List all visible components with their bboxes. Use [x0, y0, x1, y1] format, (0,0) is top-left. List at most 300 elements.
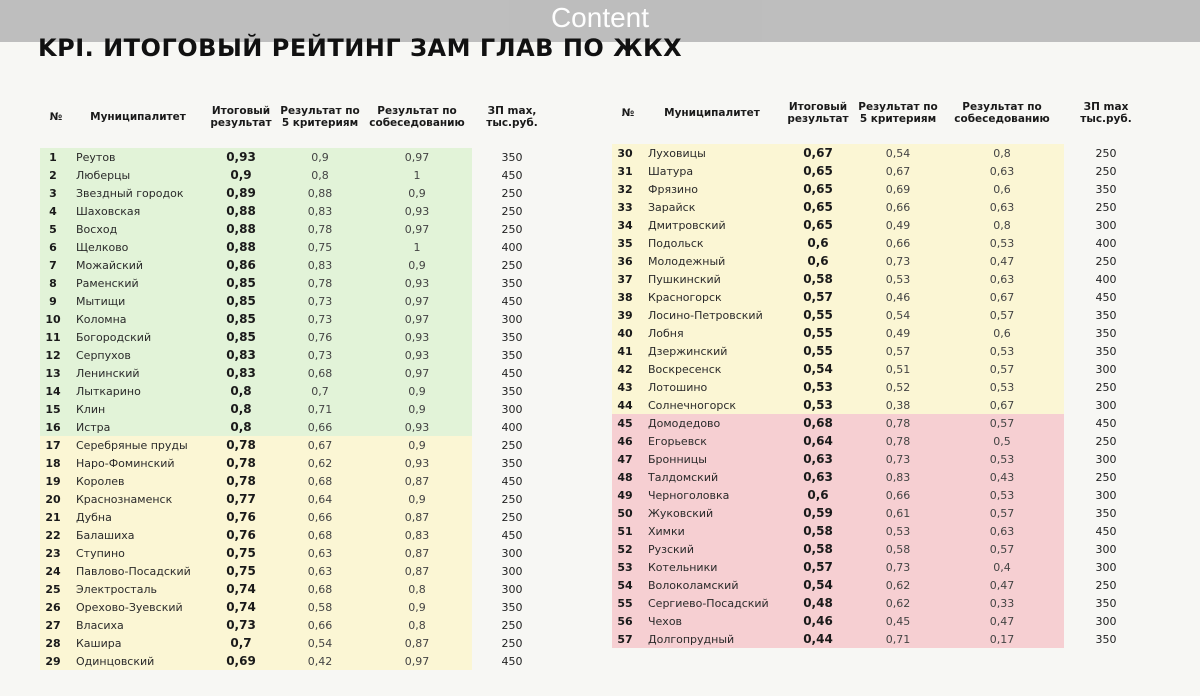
- interview-score: 0,97: [362, 220, 472, 238]
- total-score: 0,64: [780, 432, 856, 450]
- municipality-name: Воскресенск: [644, 360, 780, 378]
- table-row: [40, 562, 552, 580]
- table-row: [40, 544, 552, 562]
- interview-score: 0,4: [940, 558, 1064, 576]
- table-row: [40, 616, 552, 634]
- rank-number: 53: [612, 558, 644, 576]
- total-score: 0,7: [204, 634, 278, 652]
- criteria5-score: 0,83: [856, 468, 940, 486]
- table-row: [40, 274, 552, 292]
- municipality-name: Звездный городок: [72, 184, 204, 202]
- criteria5-score: 0,54: [856, 144, 940, 162]
- salary-max: 450: [472, 472, 552, 490]
- criteria5-score: 0,66: [856, 486, 940, 504]
- rank-number: 10: [40, 310, 72, 328]
- table-row: [612, 360, 1148, 378]
- interview-score: 0,97: [362, 652, 472, 670]
- total-score: 0,78: [204, 454, 278, 472]
- salary-max: 450: [472, 166, 552, 184]
- table-row: [612, 324, 1148, 342]
- rank-number: 23: [40, 544, 72, 562]
- interview-score: 0,63: [940, 198, 1064, 216]
- total-score: 0,8: [204, 382, 278, 400]
- table-row: [612, 414, 1148, 432]
- total-score: 0,78: [204, 436, 278, 454]
- municipality-name: Серпухов: [72, 346, 204, 364]
- municipality-name: Пушкинский: [644, 270, 780, 288]
- criteria5-score: 0,61: [856, 504, 940, 522]
- table-header-row: [612, 82, 1148, 144]
- table-row: [40, 166, 552, 184]
- municipality-name: Дубна: [72, 508, 204, 526]
- municipality-name: Люберцы: [72, 166, 204, 184]
- criteria5-score: 0,62: [856, 594, 940, 612]
- municipality-name: Щелково: [72, 238, 204, 256]
- criteria5-score: 0,54: [278, 634, 362, 652]
- rank-number: 30: [612, 144, 644, 162]
- total-score: 0,86: [204, 256, 278, 274]
- interview-score: 0,83: [362, 526, 472, 544]
- rank-number: 51: [612, 522, 644, 540]
- salary-max: 250: [472, 202, 552, 220]
- interview-score: 0,9: [362, 184, 472, 202]
- table-row: [40, 580, 552, 598]
- municipality-name: Рузский: [644, 540, 780, 558]
- municipality-name: Шаховская: [72, 202, 204, 220]
- table-row: [612, 450, 1148, 468]
- criteria5-score: 0,78: [278, 274, 362, 292]
- criteria5-score: 0,38: [856, 396, 940, 414]
- salary-max: 250: [472, 256, 552, 274]
- rank-number: 32: [612, 180, 644, 198]
- criteria5-score: 0,49: [856, 216, 940, 234]
- rank-number: 45: [612, 414, 644, 432]
- interview-score: 0,87: [362, 562, 472, 580]
- total-score: 0,85: [204, 310, 278, 328]
- municipality-name: Раменский: [72, 274, 204, 292]
- criteria5-score: 0,8: [278, 166, 362, 184]
- criteria5-score: 0,88: [278, 184, 362, 202]
- municipality-name: Сергиево-Посадский: [644, 594, 780, 612]
- criteria5-score: 0,7: [278, 382, 362, 400]
- interview-score: 0,87: [362, 634, 472, 652]
- interview-score: 0,57: [940, 504, 1064, 522]
- municipality-name: Ступино: [72, 544, 204, 562]
- table-row: [40, 148, 552, 166]
- page-title: KPI. ИТОГОВЫЙ РЕЙТИНГ ЗАМ ГЛАВ ПО ЖКХ: [38, 34, 683, 62]
- header-salary: ЗП max, тыс.руб.: [486, 105, 538, 129]
- table-row: [40, 526, 552, 544]
- criteria5-score: 0,67: [278, 436, 362, 454]
- total-score: 0,6: [780, 234, 856, 252]
- municipality-name: Егорьевск: [644, 432, 780, 450]
- total-score: 0,75: [204, 562, 278, 580]
- criteria5-score: 0,9: [278, 148, 362, 166]
- criteria5-score: 0,69: [856, 180, 940, 198]
- total-score: 0,88: [204, 202, 278, 220]
- rank-number: 36: [612, 252, 644, 270]
- interview-score: 0,87: [362, 508, 472, 526]
- municipality-name: Фрязино: [644, 180, 780, 198]
- municipality-name: Талдомский: [644, 468, 780, 486]
- rank-number: 28: [40, 634, 72, 652]
- municipality-name: Химки: [644, 522, 780, 540]
- municipality-name: Королев: [72, 472, 204, 490]
- header-total: Итоговый результат: [787, 101, 849, 125]
- total-score: 0,93: [204, 148, 278, 166]
- rank-number: 7: [40, 256, 72, 274]
- salary-max: 350: [472, 274, 552, 292]
- rank-number: 24: [40, 562, 72, 580]
- interview-score: 0,9: [362, 256, 472, 274]
- salary-max: 250: [472, 184, 552, 202]
- total-score: 0,59: [780, 504, 856, 522]
- table-row: [40, 202, 552, 220]
- rank-number: 29: [40, 652, 72, 670]
- salary-max: 250: [472, 220, 552, 238]
- municipality-name: Мытищи: [72, 292, 204, 310]
- criteria5-score: 0,53: [856, 270, 940, 288]
- salary-max: 350: [1064, 630, 1148, 648]
- table-row: [612, 504, 1148, 522]
- table-row: [612, 288, 1148, 306]
- header-num: №: [621, 107, 635, 119]
- total-score: 0,74: [204, 580, 278, 598]
- salary-max: 300: [1064, 558, 1148, 576]
- rank-number: 15: [40, 400, 72, 418]
- total-score: 0,57: [780, 288, 856, 306]
- municipality-name: Кашира: [72, 634, 204, 652]
- rank-number: 31: [612, 162, 644, 180]
- interview-score: 0,53: [940, 450, 1064, 468]
- table-row: [612, 216, 1148, 234]
- salary-max: 350: [1064, 594, 1148, 612]
- salary-max: 450: [472, 292, 552, 310]
- rank-number: 11: [40, 328, 72, 346]
- salary-max: 250: [1064, 576, 1148, 594]
- interview-score: 0,57: [940, 306, 1064, 324]
- table-row: [40, 328, 552, 346]
- interview-score: 0,67: [940, 288, 1064, 306]
- total-score: 0,75: [204, 544, 278, 562]
- rank-number: 48: [612, 468, 644, 486]
- header-interview: Результат по собеседованию: [369, 105, 465, 129]
- total-score: 0,83: [204, 346, 278, 364]
- rank-number: 3: [40, 184, 72, 202]
- table-row: [40, 454, 552, 472]
- total-score: 0,89: [204, 184, 278, 202]
- criteria5-score: 0,66: [856, 198, 940, 216]
- rank-number: 26: [40, 598, 72, 616]
- table-row: [40, 346, 552, 364]
- salary-max: 350: [1064, 306, 1148, 324]
- table-row: [40, 364, 552, 382]
- municipality-name: Лобня: [644, 324, 780, 342]
- table-row: [612, 378, 1148, 396]
- salary-max: 350: [472, 148, 552, 166]
- interview-score: 0,53: [940, 378, 1064, 396]
- rank-number: 37: [612, 270, 644, 288]
- salary-max: 350: [1064, 324, 1148, 342]
- rank-number: 54: [612, 576, 644, 594]
- rank-number: 42: [612, 360, 644, 378]
- criteria5-score: 0,57: [856, 342, 940, 360]
- salary-max: 250: [1064, 162, 1148, 180]
- municipality-name: Солнечногорск: [644, 396, 780, 414]
- header-interview: Результат по собеседованию: [954, 101, 1050, 125]
- rank-number: 18: [40, 454, 72, 472]
- total-score: 0,55: [780, 342, 856, 360]
- municipality-name: Волоколамский: [644, 576, 780, 594]
- table-row: [40, 382, 552, 400]
- criteria5-score: 0,76: [278, 328, 362, 346]
- criteria5-score: 0,78: [856, 432, 940, 450]
- rank-number: 13: [40, 364, 72, 382]
- interview-score: 0,9: [362, 382, 472, 400]
- criteria5-score: 0,53: [856, 522, 940, 540]
- interview-score: 0,6: [940, 180, 1064, 198]
- table-row: [612, 576, 1148, 594]
- rank-number: 33: [612, 198, 644, 216]
- interview-score: 0,47: [940, 576, 1064, 594]
- municipality-name: Долгопрудный: [644, 630, 780, 648]
- rank-number: 16: [40, 418, 72, 436]
- interview-score: 0,87: [362, 472, 472, 490]
- table-row: [40, 220, 552, 238]
- header-salary: ЗП max тыс.руб.: [1080, 101, 1132, 125]
- salary-max: 350: [472, 346, 552, 364]
- municipality-name: Молодежный: [644, 252, 780, 270]
- rank-number: 21: [40, 508, 72, 526]
- municipality-name: Домодедово: [644, 414, 780, 432]
- municipality-name: Электросталь: [72, 580, 204, 598]
- ranking-table-right: [612, 82, 1148, 648]
- interview-score: 0,53: [940, 486, 1064, 504]
- criteria5-score: 0,64: [278, 490, 362, 508]
- criteria5-score: 0,78: [856, 414, 940, 432]
- total-score: 0,65: [780, 198, 856, 216]
- salary-max: 300: [1064, 360, 1148, 378]
- criteria5-score: 0,63: [278, 562, 362, 580]
- municipality-name: Дзержинский: [644, 342, 780, 360]
- total-score: 0,55: [780, 306, 856, 324]
- table-row: [612, 162, 1148, 180]
- total-score: 0,55: [780, 324, 856, 342]
- table-body-left: [40, 148, 552, 670]
- rank-number: 5: [40, 220, 72, 238]
- total-score: 0,9: [204, 166, 278, 184]
- rank-number: 12: [40, 346, 72, 364]
- total-score: 0,65: [780, 162, 856, 180]
- interview-score: 0,5: [940, 432, 1064, 450]
- rank-number: 8: [40, 274, 72, 292]
- salary-max: 300: [1064, 396, 1148, 414]
- salary-max: 350: [472, 328, 552, 346]
- criteria5-score: 0,54: [856, 306, 940, 324]
- table-row: [40, 436, 552, 454]
- salary-max: 250: [1064, 432, 1148, 450]
- total-score: 0,68: [780, 414, 856, 432]
- total-score: 0,69: [204, 652, 278, 670]
- table-body-right: [612, 144, 1148, 648]
- interview-score: 0,57: [940, 414, 1064, 432]
- total-score: 0,6: [780, 252, 856, 270]
- header-num: №: [49, 111, 63, 123]
- interview-score: 0,9: [362, 490, 472, 508]
- table-row: [40, 310, 552, 328]
- salary-max: 250: [472, 508, 552, 526]
- interview-score: 0,9: [362, 598, 472, 616]
- table-row: [40, 472, 552, 490]
- total-score: 0,58: [780, 270, 856, 288]
- rank-number: 22: [40, 526, 72, 544]
- criteria5-score: 0,62: [856, 576, 940, 594]
- table-row: [612, 522, 1148, 540]
- interview-score: 0,8: [940, 144, 1064, 162]
- criteria5-score: 0,73: [278, 292, 362, 310]
- table-row: [40, 238, 552, 256]
- municipality-name: Бронницы: [644, 450, 780, 468]
- interview-score: 0,63: [940, 522, 1064, 540]
- criteria5-score: 0,73: [856, 558, 940, 576]
- table-row: [612, 198, 1148, 216]
- salary-max: 350: [1064, 342, 1148, 360]
- salary-max: 250: [1064, 144, 1148, 162]
- rank-number: 19: [40, 472, 72, 490]
- municipality-name: Восход: [72, 220, 204, 238]
- table-row: [40, 256, 552, 274]
- rank-number: 44: [612, 396, 644, 414]
- salary-max: 300: [472, 580, 552, 598]
- total-score: 0,65: [780, 216, 856, 234]
- criteria5-score: 0,45: [856, 612, 940, 630]
- municipality-name: Одинцовский: [72, 652, 204, 670]
- rank-number: 38: [612, 288, 644, 306]
- header-municipality: Муниципалитет: [90, 111, 186, 123]
- salary-max: 300: [472, 400, 552, 418]
- municipality-name: Наро-Фоминский: [72, 454, 204, 472]
- interview-score: 0,47: [940, 252, 1064, 270]
- municipality-name: Лотошино: [644, 378, 780, 396]
- rank-number: 50: [612, 504, 644, 522]
- interview-score: 0,93: [362, 202, 472, 220]
- rank-number: 4: [40, 202, 72, 220]
- interview-score: 0,97: [362, 364, 472, 382]
- municipality-name: Клин: [72, 400, 204, 418]
- salary-max: 300: [1064, 450, 1148, 468]
- total-score: 0,85: [204, 328, 278, 346]
- municipality-name: Реутов: [72, 148, 204, 166]
- salary-max: 450: [472, 652, 552, 670]
- salary-max: 450: [472, 364, 552, 382]
- interview-score: 0,17: [940, 630, 1064, 648]
- total-score: 0,57: [780, 558, 856, 576]
- interview-score: 0,33: [940, 594, 1064, 612]
- salary-max: 450: [1064, 414, 1148, 432]
- salary-max: 400: [472, 418, 552, 436]
- table-row: [612, 630, 1148, 648]
- rank-number: 41: [612, 342, 644, 360]
- criteria5-score: 0,66: [278, 418, 362, 436]
- municipality-name: Котельники: [644, 558, 780, 576]
- rank-number: 46: [612, 432, 644, 450]
- municipality-name: Шатура: [644, 162, 780, 180]
- table-row: [612, 342, 1148, 360]
- table-row: [612, 540, 1148, 558]
- salary-max: 350: [1064, 504, 1148, 522]
- rank-number: 35: [612, 234, 644, 252]
- criteria5-score: 0,49: [856, 324, 940, 342]
- interview-score: 0,93: [362, 328, 472, 346]
- salary-max: 250: [1064, 378, 1148, 396]
- total-score: 0,63: [780, 450, 856, 468]
- table-row: [612, 144, 1148, 162]
- salary-max: 450: [1064, 522, 1148, 540]
- interview-score: 0,47: [940, 612, 1064, 630]
- total-score: 0,58: [780, 522, 856, 540]
- municipality-name: Чехов: [644, 612, 780, 630]
- municipality-name: Можайский: [72, 256, 204, 274]
- interview-score: 0,97: [362, 148, 472, 166]
- table-row: [612, 468, 1148, 486]
- criteria5-score: 0,68: [278, 472, 362, 490]
- municipality-name: Красногорск: [644, 288, 780, 306]
- interview-score: 0,53: [940, 234, 1064, 252]
- table-row: [40, 652, 552, 670]
- table-row: [40, 508, 552, 526]
- criteria5-score: 0,52: [856, 378, 940, 396]
- table-row: [612, 270, 1148, 288]
- municipality-name: Лыткарино: [72, 382, 204, 400]
- total-score: 0,8: [204, 418, 278, 436]
- interview-score: 0,8: [362, 616, 472, 634]
- municipality-name: Павлово-Посадский: [72, 562, 204, 580]
- salary-max: 300: [472, 544, 552, 562]
- criteria5-score: 0,51: [856, 360, 940, 378]
- criteria5-score: 0,73: [856, 450, 940, 468]
- rank-number: 2: [40, 166, 72, 184]
- table-row: [612, 306, 1148, 324]
- interview-score: 0,6: [940, 324, 1064, 342]
- municipality-name: Серебряные пруды: [72, 436, 204, 454]
- municipality-name: Луховицы: [644, 144, 780, 162]
- interview-score: 0,8: [362, 580, 472, 598]
- total-score: 0,53: [780, 396, 856, 414]
- salary-max: 400: [1064, 234, 1148, 252]
- salary-max: 250: [472, 436, 552, 454]
- municipality-name: Орехово-Зуевский: [72, 598, 204, 616]
- table-row: [612, 180, 1148, 198]
- rank-number: 56: [612, 612, 644, 630]
- interview-score: 0,57: [940, 540, 1064, 558]
- total-score: 0,76: [204, 526, 278, 544]
- table-row: [612, 486, 1148, 504]
- municipality-name: Подольск: [644, 234, 780, 252]
- municipality-name: Жуковский: [644, 504, 780, 522]
- table-row: [40, 184, 552, 202]
- interview-score: 1: [362, 166, 472, 184]
- rank-number: 27: [40, 616, 72, 634]
- interview-score: 0,8: [940, 216, 1064, 234]
- interview-score: 0,63: [940, 270, 1064, 288]
- salary-max: 250: [1064, 198, 1148, 216]
- criteria5-score: 0,78: [278, 220, 362, 238]
- table-row: [612, 252, 1148, 270]
- rank-number: 43: [612, 378, 644, 396]
- criteria5-score: 0,58: [278, 598, 362, 616]
- rank-number: 25: [40, 580, 72, 598]
- rank-number: 49: [612, 486, 644, 504]
